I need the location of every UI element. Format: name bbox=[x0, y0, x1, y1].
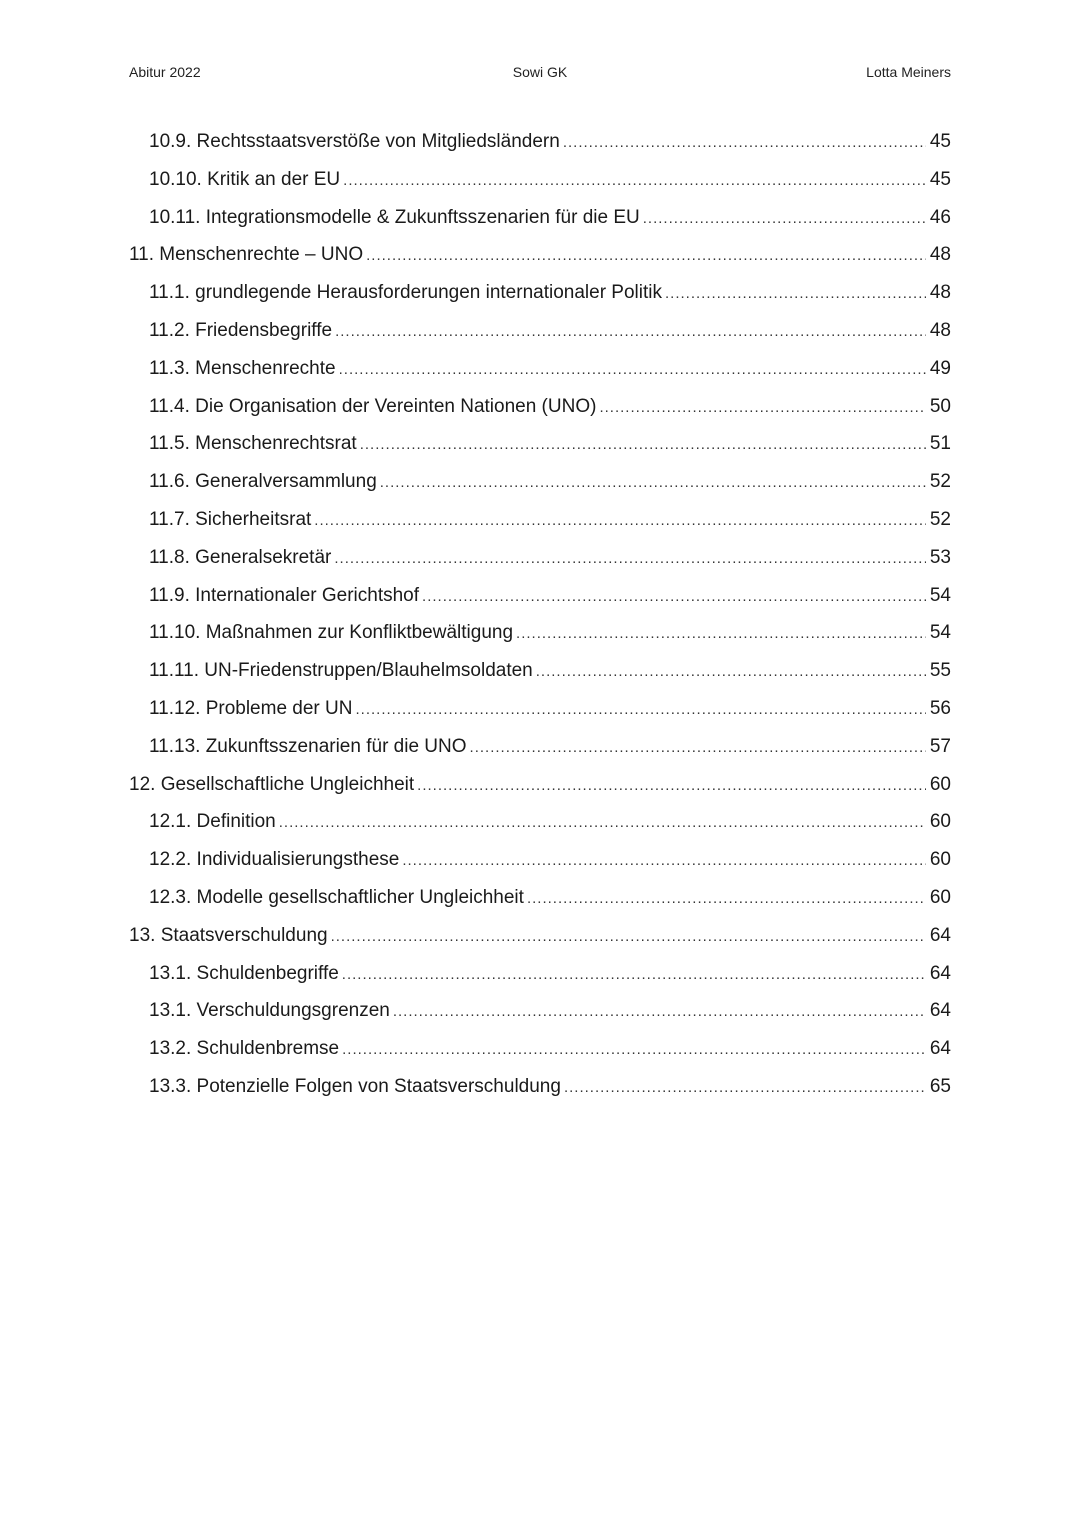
toc-dot-leader bbox=[470, 729, 926, 767]
toc-page-number: 45 bbox=[929, 168, 951, 190]
toc-dot-leader bbox=[516, 615, 926, 653]
toc-entry-title: 11.12. Probleme der UN bbox=[149, 697, 353, 719]
toc-page-number: 48 bbox=[929, 319, 951, 341]
toc-entry-title: 13. Staatsverschuldung bbox=[129, 924, 328, 946]
toc-page-number: 57 bbox=[929, 735, 951, 757]
toc-page-number: 54 bbox=[929, 584, 951, 606]
toc-subsection-entry[interactable] bbox=[129, 577, 951, 615]
toc-subsection-entry[interactable] bbox=[129, 614, 951, 652]
toc-subsection-entry[interactable] bbox=[129, 728, 951, 766]
toc-section-entry[interactable] bbox=[129, 236, 951, 274]
toc-dot-leader bbox=[563, 124, 926, 162]
toc-dot-leader bbox=[393, 993, 926, 1031]
toc-subsection-entry[interactable] bbox=[129, 274, 951, 312]
toc-subsection-entry[interactable] bbox=[129, 955, 951, 993]
toc-dot-leader bbox=[355, 691, 926, 729]
toc-dot-leader bbox=[314, 502, 926, 540]
toc-entry-title: 11.9. Internationaler Gerichtshof bbox=[149, 584, 420, 606]
toc-subsection-entry[interactable] bbox=[129, 841, 951, 879]
header-left-text: Abitur 2022 bbox=[129, 64, 201, 80]
toc-page-number: 48 bbox=[929, 244, 951, 266]
toc-subsection-entry[interactable] bbox=[129, 463, 951, 501]
toc-subsection-entry[interactable] bbox=[129, 879, 951, 917]
toc-entry-title: 11.3. Menschenrechte bbox=[149, 357, 336, 379]
toc-entry-title: 11.13. Zukunftsszenarien für die UNO bbox=[149, 735, 467, 757]
toc-page-number: 64 bbox=[929, 962, 951, 984]
toc-dot-leader bbox=[564, 1069, 926, 1107]
toc-subsection-entry[interactable] bbox=[129, 992, 951, 1030]
toc-entry-title: 11.1. grundlegende Herausforderungen internationaler Politik bbox=[149, 282, 662, 304]
toc-subsection-entry[interactable] bbox=[129, 350, 951, 388]
toc-dot-leader bbox=[422, 578, 926, 616]
toc-dot-leader bbox=[342, 1031, 926, 1069]
toc-page-number: 53 bbox=[929, 546, 951, 568]
toc-subsection-entry[interactable] bbox=[129, 1068, 951, 1106]
toc-page-number: 64 bbox=[929, 1038, 951, 1060]
toc-subsection-entry[interactable] bbox=[129, 161, 951, 199]
toc-dot-leader bbox=[402, 842, 926, 880]
toc-entry-title: 12. Gesellschaftliche Ungleichheit bbox=[129, 773, 415, 795]
toc-subsection-entry[interactable] bbox=[129, 539, 951, 577]
toc-dot-leader bbox=[360, 426, 926, 464]
toc-page-number: 54 bbox=[929, 622, 951, 644]
toc-dot-leader bbox=[643, 200, 926, 238]
toc-page-number: 46 bbox=[929, 206, 951, 228]
toc-subsection-entry[interactable] bbox=[129, 652, 951, 690]
toc-subsection-entry[interactable] bbox=[129, 1030, 951, 1068]
toc-entry-title: 11.2. Friedensbegriffe bbox=[149, 319, 333, 341]
toc-entry-title: 12.1. Definition bbox=[149, 811, 276, 833]
toc-dot-leader bbox=[342, 956, 926, 994]
toc-entry-title: 13.2. Schuldenbremse bbox=[149, 1038, 340, 1060]
toc-page-number: 56 bbox=[929, 697, 951, 719]
toc-page-number: 48 bbox=[929, 282, 951, 304]
toc-subsection-entry[interactable] bbox=[129, 123, 951, 161]
toc-page-number: 55 bbox=[929, 660, 951, 682]
toc-page-number: 52 bbox=[929, 508, 951, 530]
header-right-text: Lotta Meiners bbox=[866, 64, 951, 80]
toc-entry-title: 11.4. Die Organisation der Vereinten Nationen (UNO) bbox=[149, 395, 597, 417]
toc-entry-title: 13.1. Schuldenbegriffe bbox=[149, 962, 339, 984]
toc-page-number: 49 bbox=[929, 357, 951, 379]
toc-page-number: 60 bbox=[929, 773, 951, 795]
toc-subsection-entry[interactable] bbox=[129, 312, 951, 350]
toc-section-entry[interactable] bbox=[129, 917, 951, 955]
toc-dot-leader bbox=[335, 313, 926, 351]
table-of-contents bbox=[129, 123, 951, 1106]
toc-page-number: 60 bbox=[929, 849, 951, 871]
toc-section-entry[interactable] bbox=[129, 766, 951, 804]
toc-page-number: 52 bbox=[929, 471, 951, 493]
toc-dot-leader bbox=[417, 767, 926, 805]
toc-page-number: 65 bbox=[929, 1075, 951, 1097]
toc-page-number: 64 bbox=[929, 924, 951, 946]
toc-entry-title: 13.3. Potenzielle Folgen von Staatsverschuldung bbox=[149, 1075, 561, 1097]
toc-dot-leader bbox=[343, 162, 926, 200]
toc-entry-title: 11.8. Generalsekretär bbox=[149, 546, 332, 568]
toc-dot-leader bbox=[665, 275, 926, 313]
page-header bbox=[129, 64, 951, 84]
toc-dot-leader bbox=[536, 653, 926, 691]
toc-entry-title: 13.1. Verschuldungsgrenzen bbox=[149, 1000, 390, 1022]
toc-page-number: 45 bbox=[929, 131, 951, 152]
toc-entry-title: 11.5. Menschenrechtsrat bbox=[149, 433, 357, 455]
toc-subsection-entry[interactable] bbox=[129, 388, 951, 426]
toc-dot-leader bbox=[279, 804, 926, 842]
toc-subsection-entry[interactable] bbox=[129, 199, 951, 237]
toc-dot-leader bbox=[339, 351, 926, 389]
toc-entry-title: 11.11. UN-Friedenstruppen/Blauhelmsoldaten bbox=[149, 660, 533, 682]
toc-subsection-entry[interactable] bbox=[129, 690, 951, 728]
toc-page-number: 50 bbox=[929, 395, 951, 417]
toc-page-number: 64 bbox=[929, 1000, 951, 1022]
toc-page-number: 51 bbox=[929, 433, 951, 455]
toc-entry-title: 12.2. Individualisierungsthese bbox=[149, 849, 400, 871]
toc-entry-title: 10.11. Integrationsmodelle & Zukunftsszenarien für die EU bbox=[149, 206, 640, 228]
toc-subsection-entry[interactable] bbox=[129, 425, 951, 463]
toc-dot-leader bbox=[527, 880, 926, 918]
toc-entry-title: 10.9. Rechtsstaatsverstöße von Mitgliedsländern bbox=[149, 131, 560, 152]
toc-page-number: 60 bbox=[929, 811, 951, 833]
toc-dot-leader bbox=[331, 918, 926, 956]
toc-dot-leader bbox=[334, 540, 926, 578]
toc-entry-title: 11.7. Sicherheitsrat bbox=[149, 508, 312, 530]
toc-entry-title: 10.10. Kritik an der EU bbox=[149, 168, 341, 190]
toc-dot-leader bbox=[380, 464, 926, 502]
toc-entry-title: 11.6. Generalversammlung bbox=[149, 471, 377, 493]
toc-dot-leader bbox=[366, 237, 926, 275]
toc-entry-title: 12.3. Modelle gesellschaftlicher Ungleichheit bbox=[149, 886, 524, 908]
toc-subsection-entry[interactable] bbox=[129, 501, 951, 539]
toc-page-number: 60 bbox=[929, 886, 951, 908]
toc-dot-leader bbox=[599, 389, 926, 427]
toc-entry-title: 11.10. Maßnahmen zur Konfliktbewältigung bbox=[149, 622, 514, 644]
toc-entry-title: 11. Menschenrechte – UNO bbox=[129, 244, 364, 266]
header-center-text: Sowi GK bbox=[512, 64, 568, 80]
toc-subsection-entry[interactable] bbox=[129, 803, 951, 841]
